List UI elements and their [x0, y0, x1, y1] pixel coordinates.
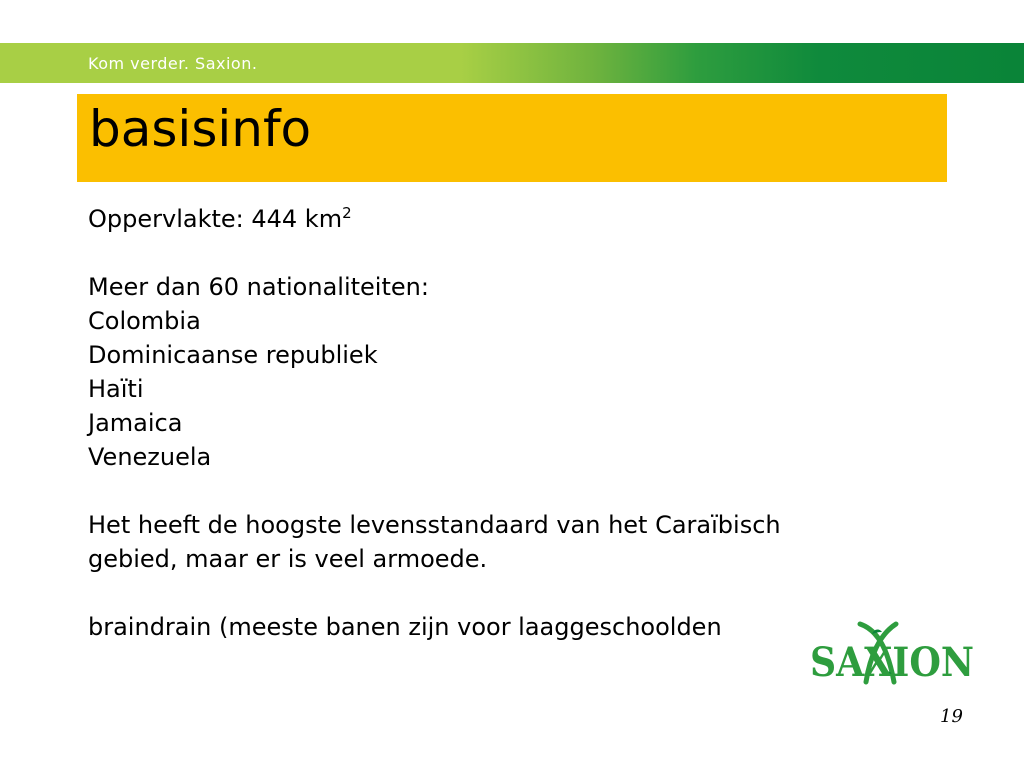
- saxion-logo-graphic: [808, 620, 978, 686]
- logo-text: SAXION: [810, 639, 974, 686]
- area-line: [88, 202, 948, 236]
- living-standard-line: gebied, maar er is veel armoede.: [88, 545, 488, 573]
- living-standard-line: Het heeft de hoogste levensstandaard van het Caraïbisch: [88, 511, 781, 539]
- area-superscript: 2: [342, 204, 352, 222]
- country-item: Colombia: [88, 307, 201, 335]
- title-box: [77, 94, 947, 182]
- braindrain-line: braindrain (meeste banen zijn voor laaggeschoolden: [88, 613, 722, 641]
- area-label: Oppervlakte: 444 km: [88, 205, 343, 233]
- slide-content: [88, 202, 948, 644]
- spacer: [88, 474, 948, 508]
- spacer: [88, 576, 948, 610]
- page-number: 19: [940, 706, 963, 727]
- saxion-logo: [808, 620, 978, 686]
- nationalities-intro: Meer dan 60 nationaliteiten:: [88, 273, 429, 301]
- country-item: Haïti: [88, 375, 144, 403]
- spacer: [88, 236, 948, 270]
- country-item: Venezuela: [88, 443, 212, 471]
- header-tagline: Kom verder. Saxion.: [88, 54, 258, 73]
- slide-title: basisinfo: [89, 100, 312, 158]
- country-item: Dominicaanse republiek: [88, 341, 378, 369]
- country-item: Jamaica: [88, 409, 183, 437]
